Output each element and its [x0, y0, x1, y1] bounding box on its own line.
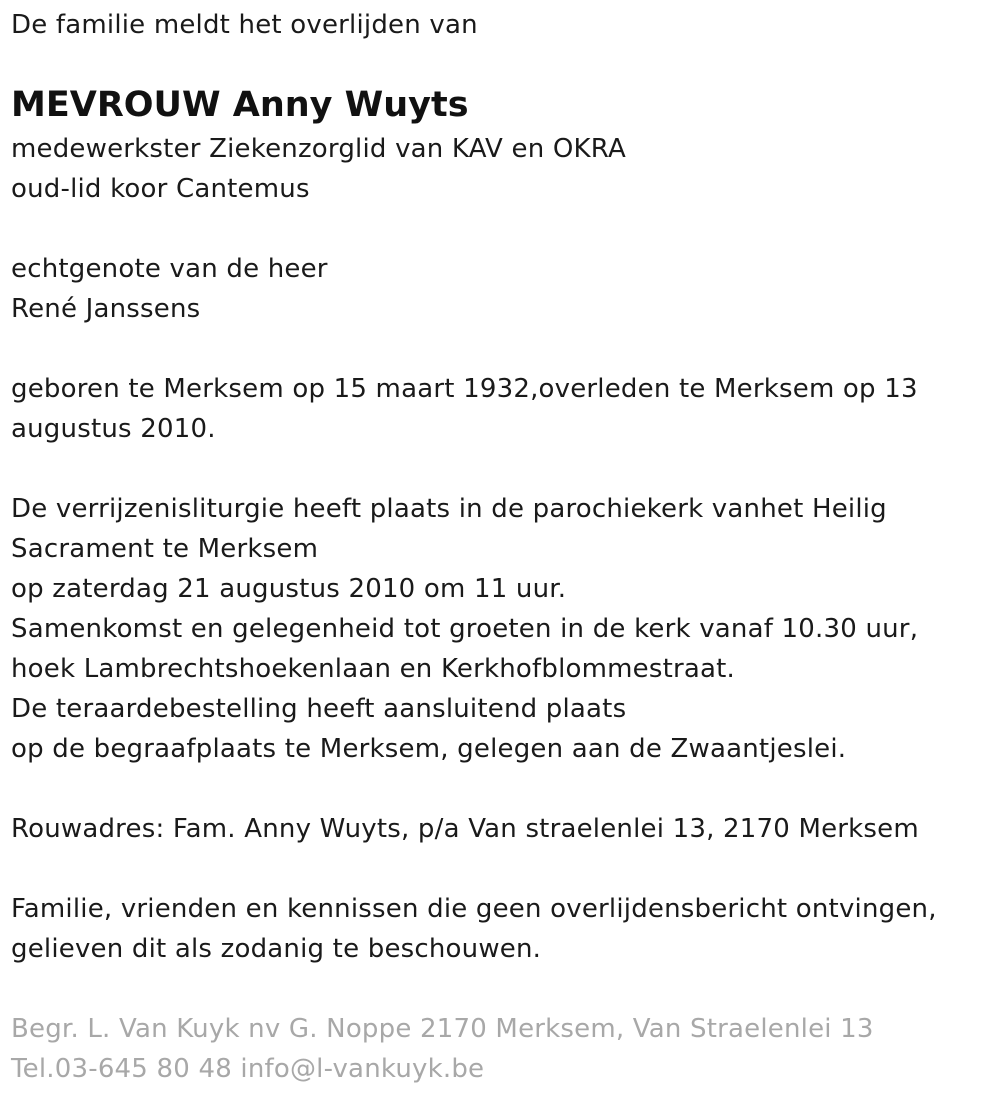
deceased-name: MEVROUW Anny Wuyts [11, 85, 469, 125]
spouse-name: René Janssens [11, 294, 201, 324]
spacer [11, 969, 991, 1009]
spacer [11, 209, 991, 249]
spacer [11, 449, 991, 489]
ceremony-line: hoek Lambrechtshoekenlaan en Kerkhofblommestraat. [11, 654, 736, 684]
ceremony-line: De verrijzenisliturgie heeft plaats in de parochiekerk vanhet Heilig [11, 494, 887, 524]
birth-death-line: geboren te Merksem op 15 maart 1932,overleden te Merksem op 13 [11, 374, 918, 404]
role-line: oud-lid koor Cantemus [11, 174, 310, 204]
footer-line: Begr. L. Van Kuyk nv G. Noppe 2170 Merksem, Van Straelenlei 13 [11, 1014, 874, 1044]
ceremony-line: op zaterdag 21 augustus 2010 om 11 uur. [11, 574, 567, 604]
spacer [11, 329, 991, 369]
ceremony-line: op de begraafplaats te Merksem, gelegen aan de Zwaantjeslei. [11, 734, 847, 764]
role-line: medewerkster Ziekenzorglid van KAV en OKRA [11, 134, 626, 164]
spouse-line: echtgenote van de heer [11, 254, 328, 284]
ceremony-line: De teraardebestelling heeft aansluitend plaats [11, 694, 627, 724]
closing-line: gelieven dit als zodanig te beschouwen. [11, 934, 542, 964]
ceremony-line: Samenkomst en gelegenheid tot groeten in de kerk vanaf 10.30 uur, [11, 614, 919, 644]
birth-death-line: augustus 2010. [11, 414, 216, 444]
footer-line: Tel.03-645 80 48 info@l-vankuyk.be [11, 1054, 485, 1084]
intro-text: De familie meldt het overlijden van [11, 10, 478, 40]
ceremony-line: Sacrament te Merksem [11, 534, 319, 564]
death-notice [11, 5, 991, 1089]
closing-line: Familie, vrienden en kennissen die geen overlijdensbericht ontvingen, [11, 894, 937, 924]
spacer [11, 849, 991, 889]
mourning-address: Rouwadres: Fam. Anny Wuyts, p/a Van straelenlei 13, 2170 Merksem [11, 814, 919, 844]
funeral-home-footer [11, 1009, 991, 1089]
spacer [11, 769, 991, 809]
